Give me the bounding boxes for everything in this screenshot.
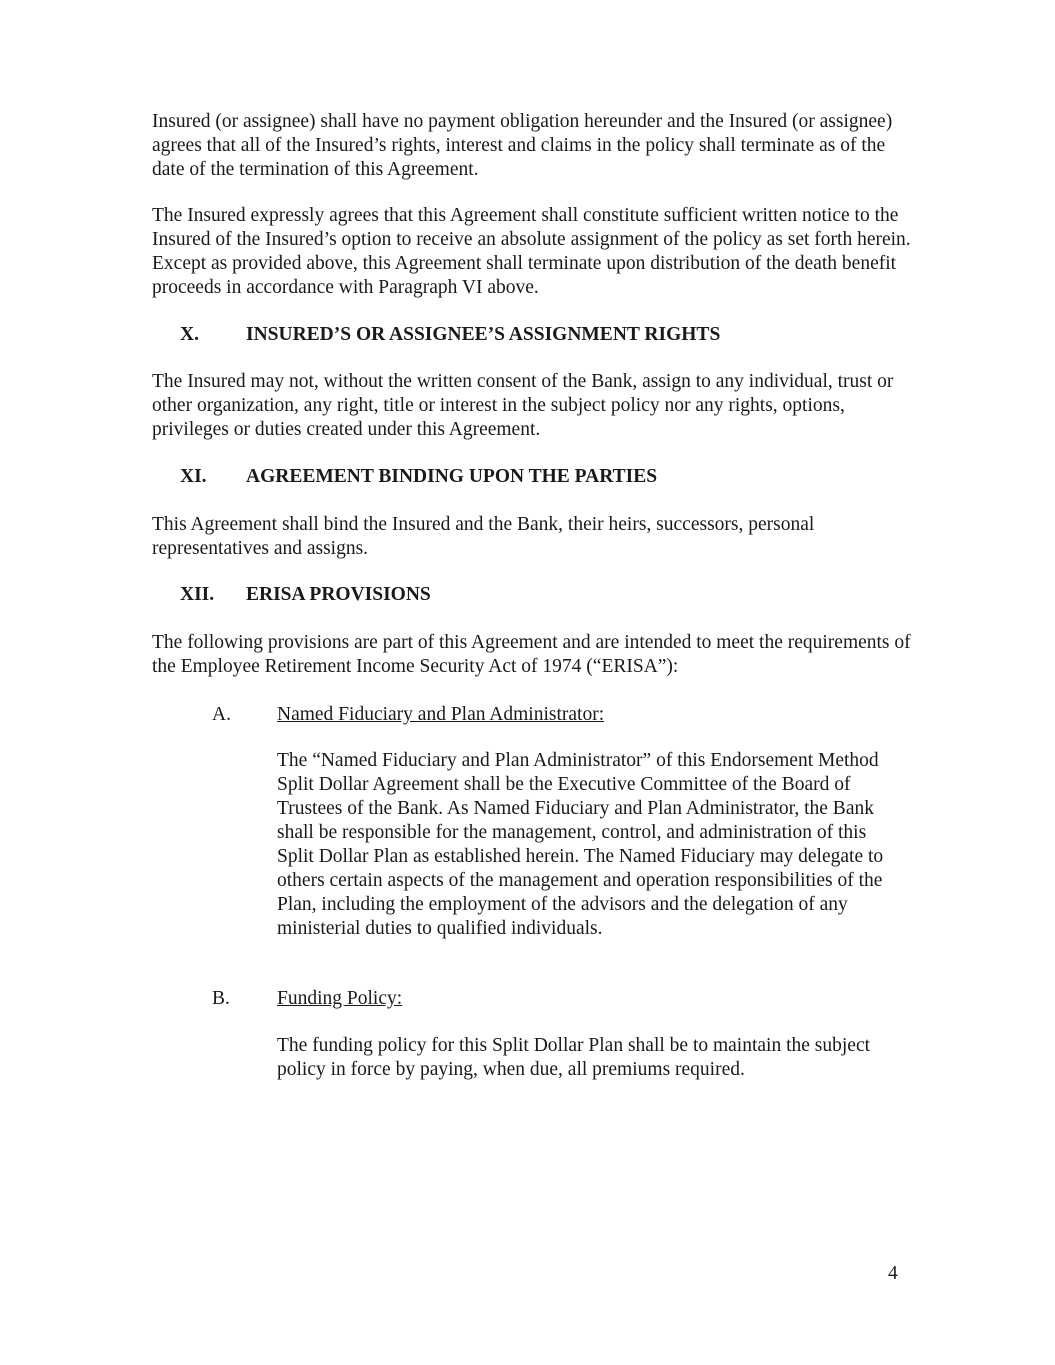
subsection-letter-b: B. [212, 988, 230, 1009]
subsection-body-a: The “Named Fiduciary and Plan Administrator” of this Endorsement Method Split Dollar Agreement shall be the Executive Committee of the Board of Trustees of the Bank. As Named Fiduciary and Plan Administrator, the Bank shall be responsible for the management, control, and administration of this Split Dollar Plan as established herein. The Named Fiduciary may delegate to others certain aspects of the management and operation responsibilities of the Plan, including the employment of the advisors and the delegation of any ministerial duties to qualified individuals. [277, 750, 884, 939]
section-title: INSURED’S OR ASSIGNEE’S ASSIGNMENT RIGHTS [246, 324, 721, 345]
section-heading-xii [180, 583, 431, 607]
section-title: ERISA PROVISIONS [246, 584, 431, 605]
subsection-body-b: The funding policy for this Split Dollar Plan shall be to maintain the subject policy in force by paying, when due, all premiums required. [277, 1035, 871, 1080]
section-heading-x [180, 323, 720, 347]
section-number: X. [180, 324, 199, 345]
paragraph-termination: Insured (or assignee) shall have no payment obligation hereunder and the Insured (or assignee) agrees that all of the Insured’s rights, interest and claims in the policy shall terminate as of the date of the termination of this Agreement. [152, 111, 893, 180]
section-body-x: The Insured may not, without the written consent of the Bank, assign to any individual, trust or other organization, any right, title or interest in the subject policy nor any rights, options, privileges or duties created under this Agreement. [152, 371, 894, 440]
subsection-letter-a: A. [212, 704, 231, 725]
section-title: AGREEMENT BINDING UPON THE PARTIES [246, 466, 658, 487]
section-body-xii: The following provisions are part of this Agreement and are intended to meet the requirements of the Employee Retirement Income Security Act of 1974 (“ERISA”): [152, 632, 911, 677]
subsection-title-b: Funding Policy: [277, 988, 403, 1009]
section-number: XI. [180, 466, 207, 487]
page-number: 4 [888, 1263, 898, 1284]
section-body-xi: This Agreement shall bind the Insured and the Bank, their heirs, successors, personal representatives and assigns. [152, 514, 815, 559]
section-number: XII. [180, 584, 215, 605]
subsection-title-a: Named Fiduciary and Plan Administrator: [277, 704, 605, 725]
paragraph-notice: The Insured expressly agrees that this Agreement shall constitute sufficient written notice to the Insured of the Insured’s option to receive an absolute assignment of the policy as set forth herein. Except as provided above, this Agreement shall terminate upon distribution of the death benefit proceeds in accordance with Paragraph VI above. [152, 205, 911, 298]
section-heading-xi [180, 465, 657, 489]
